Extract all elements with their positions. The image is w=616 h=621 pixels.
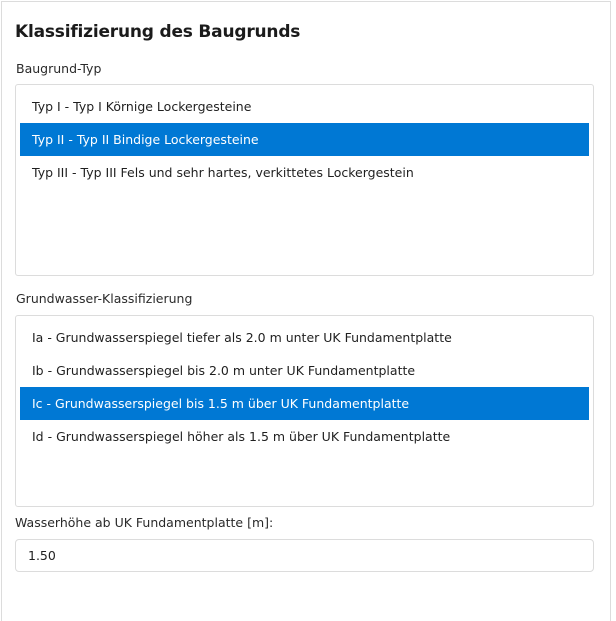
baugrund-option-typ-iii[interactable]: Typ III - Typ III Fels und sehr hartes, verkittetes Lockergestein	[32, 165, 414, 180]
grundwasser-option-id[interactable]: Id - Grundwasserspiegel höher als 1.5 m über UK Fundamentplatte	[32, 429, 451, 444]
wasserhoehe-input[interactable]	[15, 539, 594, 572]
grundwasser-option-ib[interactable]: Ib - Grundwasserspiegel bis 2.0 m unter UK Fundamentplatte	[32, 363, 416, 378]
grundwasser-listbox[interactable]	[15, 315, 594, 507]
baugrund-option-typ-i[interactable]: Typ I - Typ I Körnige Lockergesteine	[32, 99, 252, 114]
baugrund-typ-label: Baugrund-Typ	[16, 61, 102, 76]
wasserhoehe-label: Wasserhöhe ab UK Fundamentplatte [m]:	[15, 515, 274, 530]
grundwasser-label: Grundwasser-Klassifizierung	[16, 291, 193, 306]
baugrund-option-typ-ii[interactable]: Typ II - Typ II Bindige Lockergesteine	[20, 123, 589, 156]
page-title: Klassifizierung des Baugrunds	[15, 22, 301, 42]
grundwasser-option-ic[interactable]: Ic - Grundwasserspiegel bis 1.5 m über UK Fundamentplatte	[20, 387, 589, 420]
grundwasser-option-ia[interactable]: Ia - Grundwasserspiegel tiefer als 2.0 m unter UK Fundamentplatte	[32, 330, 452, 345]
baugrund-typ-listbox[interactable]	[15, 84, 594, 276]
